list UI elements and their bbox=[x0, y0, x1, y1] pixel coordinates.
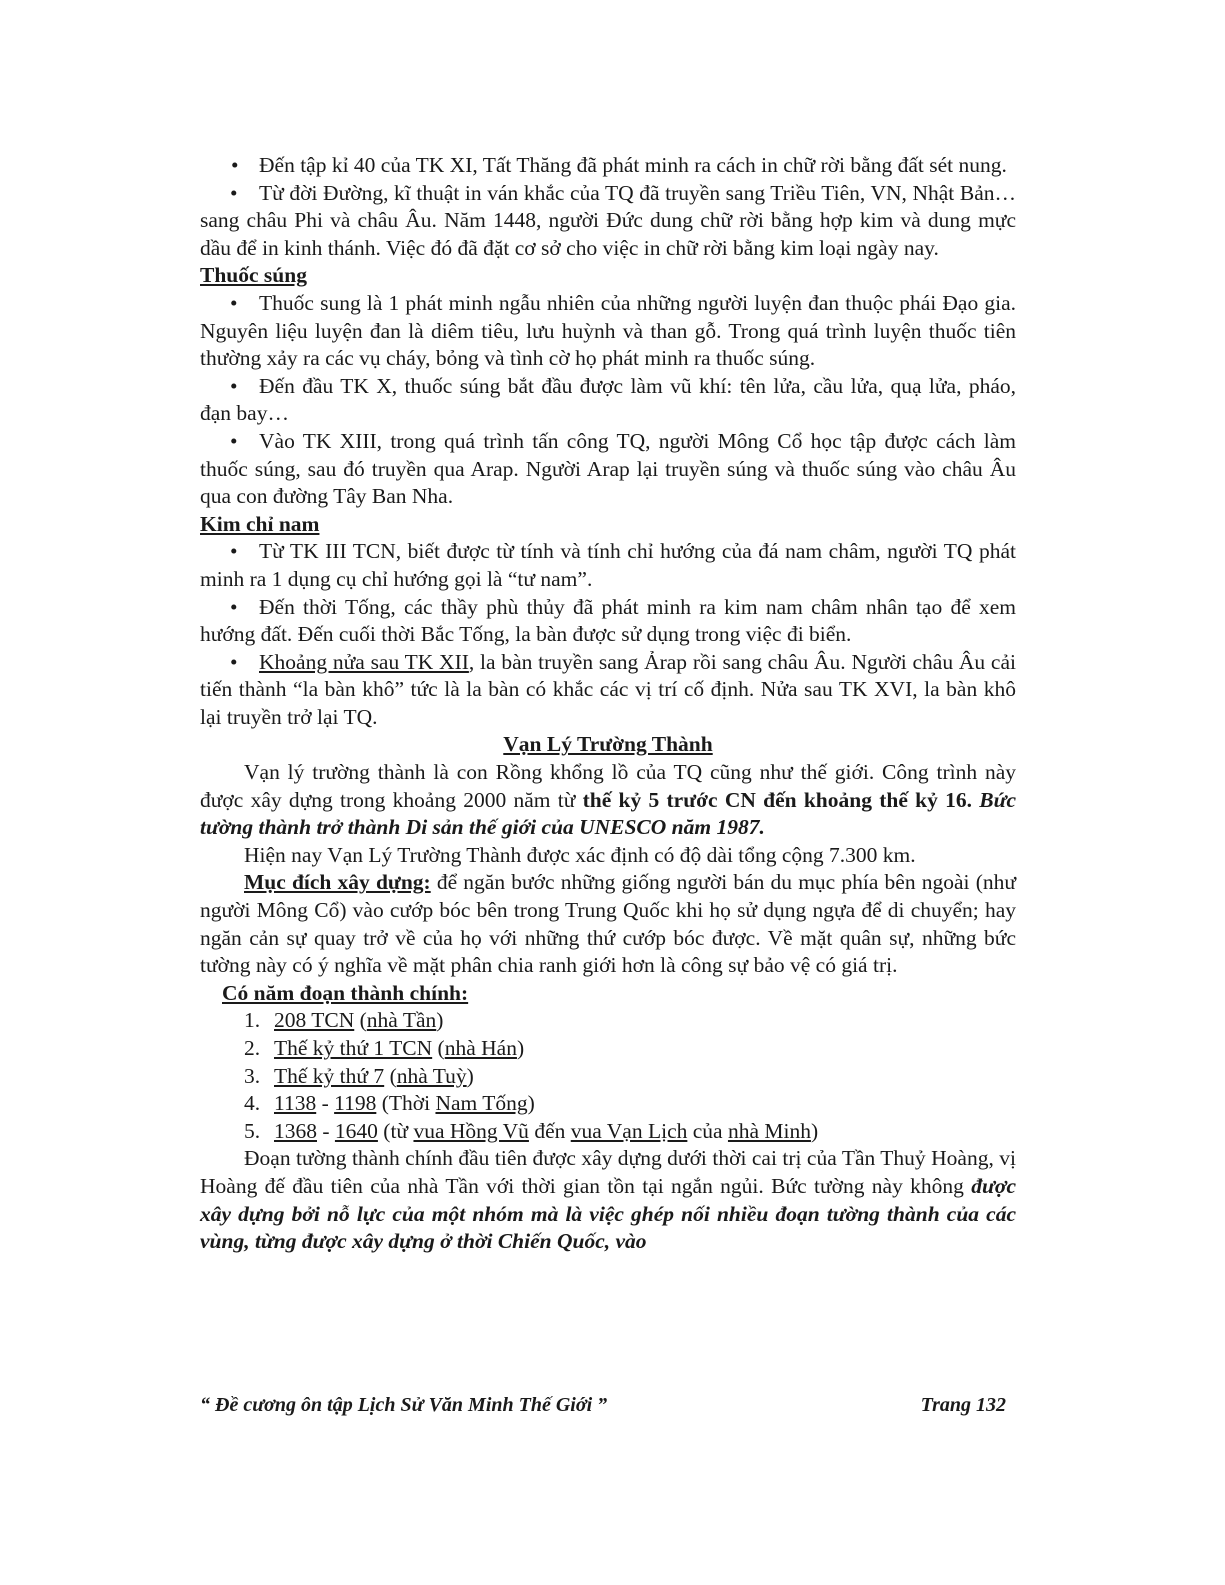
page-footer bbox=[200, 1392, 1006, 1420]
paragraph-length: Hiện nay Vạn Lý Trường Thành được xác định có độ dài tổng cộng 7.300 km. bbox=[244, 842, 916, 867]
heading-van-ly-truong-thanh: Vạn Lý Trường Thành bbox=[503, 732, 713, 757]
bullet-paragraph-1: • Đến tập kỉ 40 của TK XI, Tất Thăng đã phát minh ra cách in chữ rời bằng đất sét nung. bbox=[200, 152, 1016, 180]
bullet-icon: • bbox=[230, 649, 238, 674]
paragraph-purpose: Mục đích xây dựng: để ngăn bước những giống người bán du mục phía bên ngoài (như người Mông Cổ) vào cướp bóc bên trong Trung Quốc khi họ sử dụng ngựa để di chuyển; hay ngăn cản sự quay trở về của họ với những thứ cướp bóc được. Về mặt quân sự, những bức tường này có ý nghĩa về mặt phân chia ranh giới hơn là công sự bảo vệ có giá trị. bbox=[200, 870, 1017, 978]
bullet-icon: • bbox=[231, 153, 239, 177]
bullet-paragraph-2: • Từ đời Đường, kĩ thuật in ván khắc của TQ đã truyền sang Triều Tiên, VN, Nhật Bản… sang châu Phi và châu Âu. Năm 1448, người Đức dung chữ rời bằng hợp kim và dung mực dầu để in kinh thánh. Việc đó đã đặt cơ sở cho việc in chữ rời bằng kim loại ngày nay. bbox=[200, 180, 1016, 260]
bullet-paragraph-3: • Thuốc sung là 1 phát minh ngẫu nhiên của những người luyện đan thuộc phái Đạo gia. Nguyên liệu luyện đan là diêm tiêu, lưu huỳnh và than gỗ. Trong quá trình luyện thuốc tiên thường xảy ra các vụ cháy, bỏng và tình cờ họ phát minh ra thuốc súng. bbox=[200, 290, 1016, 371]
footer-title: “ Đề cương ôn tập Lịch Sử Văn Minh Thế Giới ” bbox=[200, 1394, 608, 1416]
paragraph-first-section: Đoạn tường thành chính đầu tiên được xây dựng dưới thời cai trị của Tần Thuỷ Hoàng, vị Hoàng đế đầu tiên của nhà Tần với thời gian tồn tại ngắn ngủi. Bức tường này không được xây dựng bởi nỗ lực của một nhóm mà là việc ghép nối nhiều đoạn tường thành của các vùng, từng được xây dựng ở thời Chiến Quốc, vào bbox=[200, 1146, 1016, 1254]
underlined-text: Khoảng nửa sau TK XII bbox=[259, 649, 469, 674]
heading-five-sections: Có năm đoạn thành chính: bbox=[222, 980, 469, 1005]
purpose-heading: Mục đích xây dựng: bbox=[244, 870, 431, 895]
bullet-paragraph-6: • Từ TK III TCN, biết được từ tính và tính chỉ hướng của đá nam châm, người TQ phát minh ra 1 dụng cụ chỉ hướng gọi là “tư nam”. bbox=[200, 539, 1016, 591]
list-item: 1. 208 TCN (nhà Tần) bbox=[244, 1008, 444, 1033]
list-item: 3. Thế kỷ thứ 7 (nhà Tuỳ) bbox=[244, 1063, 474, 1088]
page-content bbox=[200, 152, 1016, 1256]
bold-italic-text: được xây dựng bởi nỗ lực của một nhóm mà là việc ghép nối nhiều đoạn tường thành của các vùng, từng được xây dựng ở thời Chiến Quốc, vào bbox=[200, 1173, 1016, 1254]
bullet-icon: • bbox=[230, 594, 238, 619]
bullet-paragraph-4: • Đến đầu TK X, thuốc súng bắt đầu được làm vũ khí: tên lửa, cầu lửa, quạ lửa, pháo, đạn bay… bbox=[200, 373, 1016, 426]
bullet-icon: • bbox=[230, 180, 238, 205]
bold-text: thế kỷ 5 trước CN đến khoảng thế kỷ 16. bbox=[582, 787, 972, 812]
list-item: 5. 1368 - 1640 (từ vua Hồng Vũ đến vua Vạn Lịch của nhà Minh) bbox=[244, 1118, 819, 1143]
bullet-paragraph-7: • Đến thời Tống, các thầy phù thủy đã phát minh ra kim nam châm nhân tạo để xem hướng đất. Đến cuối thời Bắc Tống, la bàn được sử dụng trong việc đi biển. bbox=[200, 594, 1016, 647]
page-number: Trang 132 bbox=[920, 1394, 1006, 1416]
bold-italic-text: Bức tường thành trở thành Di sản thế giới của UNESCO năm 1987. bbox=[200, 787, 1016, 840]
heading-thuoc-sung: Thuốc súng bbox=[200, 263, 307, 288]
bullet-icon: • bbox=[230, 428, 238, 453]
bullet-icon: • bbox=[230, 290, 238, 315]
paragraph-van-ly-intro: Vạn lý trường thành là con Rồng khổng lồ của TQ cũng như thế giới. Công trình này được xây dựng trong khoảng 2000 năm từ thế kỷ 5 trước CN đến khoảng thế kỷ 16. Bức tường thành trở thành Di sản thế giới của UNESCO năm 1987. bbox=[200, 760, 1016, 840]
list-item: 2. Thế kỷ thứ 1 TCN (nhà Hán) bbox=[244, 1036, 525, 1060]
bullet-icon: • bbox=[230, 373, 238, 398]
bullet-icon: • bbox=[230, 539, 238, 564]
bullet-paragraph-8: • Khoảng nửa sau TK XII, la bàn truyền sang Ảrap rồi sang châu Âu. Người châu Âu cải tiến thành “la bàn khô” tức là la bàn có khắc các vị trí cố định. Nửa sau TK XVI, la bàn khô lại truyền trở lại TQ. bbox=[200, 649, 1016, 729]
heading-kim-chi-nam: Kim chỉ nam bbox=[200, 511, 320, 536]
bullet-paragraph-5: • Vào TK XIII, trong quá trình tấn công TQ, người Mông Cổ học tập được cách làm thuốc súng, sau đó truyền qua Arap. Người Arap lại truyền súng và thuốc súng vào châu Âu qua con đường Tây Ban Nha. bbox=[200, 428, 1016, 509]
list-item: 4. 1138 - 1198 (Thời Nam Tống) bbox=[244, 1091, 535, 1116]
